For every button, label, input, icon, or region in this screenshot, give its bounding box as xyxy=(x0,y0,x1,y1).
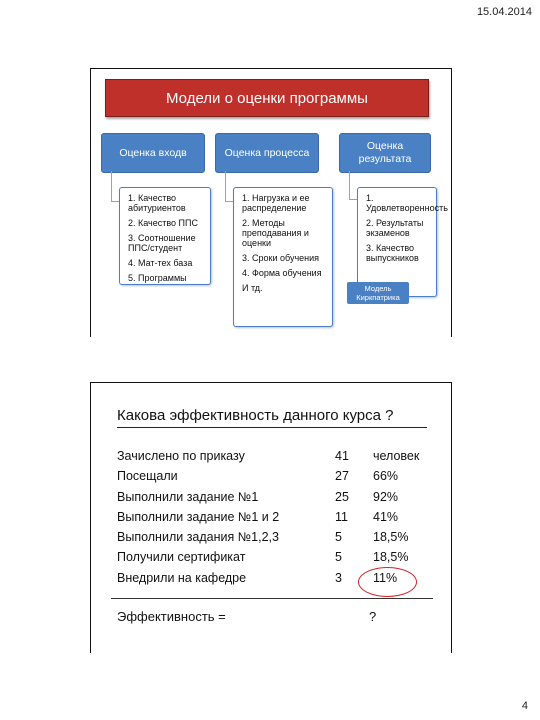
divider-line xyxy=(111,598,433,599)
row-label: Внедрили на кафедре xyxy=(117,570,247,585)
row-label: Посещали xyxy=(117,469,178,484)
efficiency-value: ? xyxy=(369,609,377,624)
page-number: 4 xyxy=(521,700,528,712)
table-row xyxy=(117,490,427,510)
list-item: 1. Нагрузка и ее распределение xyxy=(242,193,310,213)
row-count: 41 xyxy=(335,449,349,463)
slide1-title: Модели о оценки программы xyxy=(105,79,429,117)
kirkpatrick-model-badge: Модель Киркпатрика xyxy=(347,282,409,304)
list-item: И тд. xyxy=(242,283,263,293)
row-percent: 18,5% xyxy=(373,550,409,565)
row-label: Получили сертификат xyxy=(117,550,246,565)
row-label: Выполнили задание №1 xyxy=(117,489,259,504)
list-item: 2. Результаты экзаменов xyxy=(366,218,424,238)
row-percent: 18,5% xyxy=(373,530,409,545)
table-row xyxy=(117,530,427,550)
row-count: 25 xyxy=(335,489,349,504)
efficiency-table xyxy=(117,449,427,591)
row-percent: 41% xyxy=(373,509,399,524)
row-count: 3 xyxy=(335,570,342,585)
row-label: Выполнили задания №1,2,3 xyxy=(117,530,279,545)
list-item: 2. Методы преподавания и оценки xyxy=(242,218,309,248)
list-item: 4. Форма обучения xyxy=(242,268,322,278)
list-item: 3. Качество выпускников xyxy=(366,243,419,263)
row-percent: 92% xyxy=(373,489,399,504)
slide2-title: Какова эффективность данного курса ? xyxy=(117,407,427,428)
list-item: 3. Сроки обучения xyxy=(242,253,320,263)
row-label: Зачислено по приказу xyxy=(117,449,245,463)
row-label: Выполнили задание №1 и 2 xyxy=(117,509,280,524)
row-percent: 66% xyxy=(373,469,399,484)
row-percent: человек xyxy=(373,449,420,463)
highlight-ellipse xyxy=(358,567,417,597)
list-item: 4. Мат-тех база xyxy=(128,258,193,268)
header-process-evaluation: Оценка процесса xyxy=(215,133,319,173)
table-row xyxy=(117,469,427,489)
list-item: 2. Качество ППС xyxy=(128,218,198,228)
table-row xyxy=(117,510,427,530)
slide-evaluation-models xyxy=(90,68,452,337)
list-item: 3. Соотношение ППС/студент xyxy=(128,233,196,253)
list-item: 1. Удовлетворенность xyxy=(366,193,448,213)
header-input-evaluation: Оценка входв xyxy=(101,133,205,173)
result-criteria-list xyxy=(357,187,448,297)
input-criteria-list xyxy=(119,187,211,285)
row-count: 5 xyxy=(335,530,342,545)
page-date: 15.04.2014 xyxy=(476,6,532,18)
row-count: 27 xyxy=(335,469,349,484)
slide-course-efficiency xyxy=(90,382,452,653)
efficiency-label: Эффективность = xyxy=(117,609,226,624)
header-result-evaluation: Оценка результата xyxy=(339,133,431,173)
row-count: 11 xyxy=(335,509,348,524)
table-row xyxy=(117,449,427,469)
process-criteria-list xyxy=(233,187,333,327)
row-count: 5 xyxy=(335,550,342,565)
row-percent: 11% xyxy=(373,570,398,585)
list-item: 5. Программы xyxy=(128,273,187,283)
list-item: 1. Качество абитуриентов xyxy=(128,193,186,213)
